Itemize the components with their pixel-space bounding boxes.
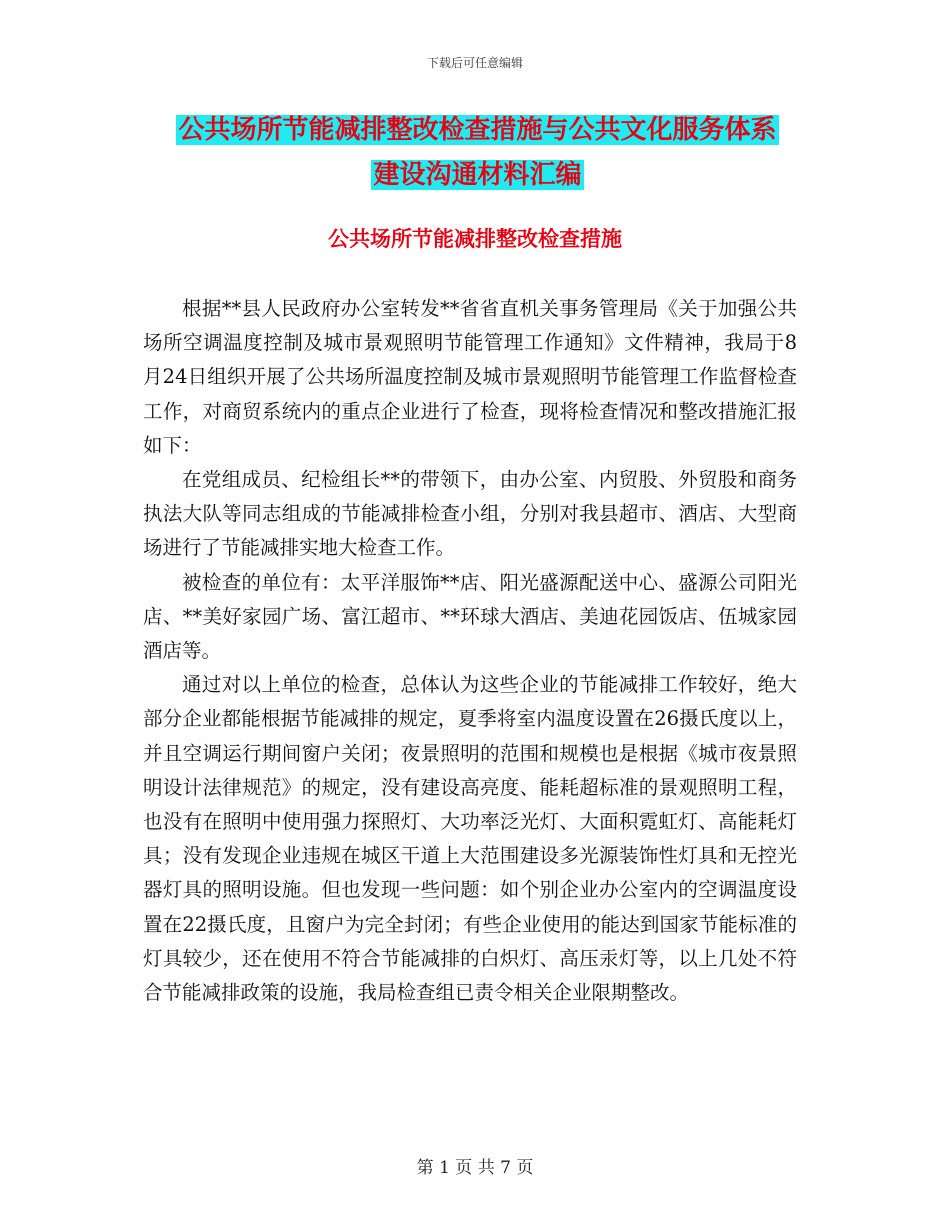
paragraph: 在党组成员、纪检组长**的带领下，由办公室、内贸股、外贸股和商务执法大队等同志组成的节能减排检查小组，分别对我县超市、酒店、大型商场进行了节能减排实地大检查工作。	[143, 468, 797, 560]
paragraph: 根据**县人民政府办公室转发**省省直机关事务管理局《关于加强公共场所空调温度控制及城市景观照明节能管理工作通知》文件精神，我局于8月24日组织开展了公共场所温度控制及城市景观照明节能管理工作监督检查工作，对商贸系统内的重点企业进行了检查，现将检查情况和整改措施汇报如下：	[143, 297, 797, 457]
document-title-line-2: 建设沟通材料汇编	[373, 160, 582, 190]
header-note: 下载后可任意编辑	[426, 56, 523, 70]
page-number: 第 1 页 共 7 页	[416, 1158, 534, 1178]
paragraph: 被检查的单位有：太平洋服饰**店、阳光盛源配送中心、盛源公司阳光店、**美好家园广场、富江超市、**环球大酒店、美迪花园饭店、伍城家园酒店等。	[143, 570, 797, 663]
body-text	[143, 292, 797, 1010]
document-title	[145, 108, 810, 198]
paragraph: 通过对以上单位的检查，总体认为这些企业的节能减排工作较好，绝大部分企业都能根据节能减排的规定，夏季将室内温度设置在26摄氏度以上，并且空调运行期间窗户关闭；夜景照明的范围和规模也是根据《城市夜景照明设计法律规范》的规定，没有建设高亮度、能耗超标准的景观照明工程，也没有在照明中使用强力探照灯、大功率泛光灯、大面积霓虹灯、高能耗灯具；没有发现企业违规在城区干道上大范围建设多光源装饰性灯具和无控光器灯具的照明设施。但也发现一些问题：如个别企业办公室内的空调温度设置在22摄氏度，且窗户为完全封闭；有些企业使用的能达到国家节能标准的灯具较少，还在使用不符合节能减排的白炽灯、高压汞灯等，以上几处不符合节能减排政策的设施，我局检查组已责令相关企业限期整改。	[143, 673, 797, 1005]
document-title-line-1: 公共场所节能减排整改检查措施与公共文化服务体系	[178, 115, 777, 145]
section-title: 公共场所节能减排整改检查措施	[328, 227, 622, 251]
